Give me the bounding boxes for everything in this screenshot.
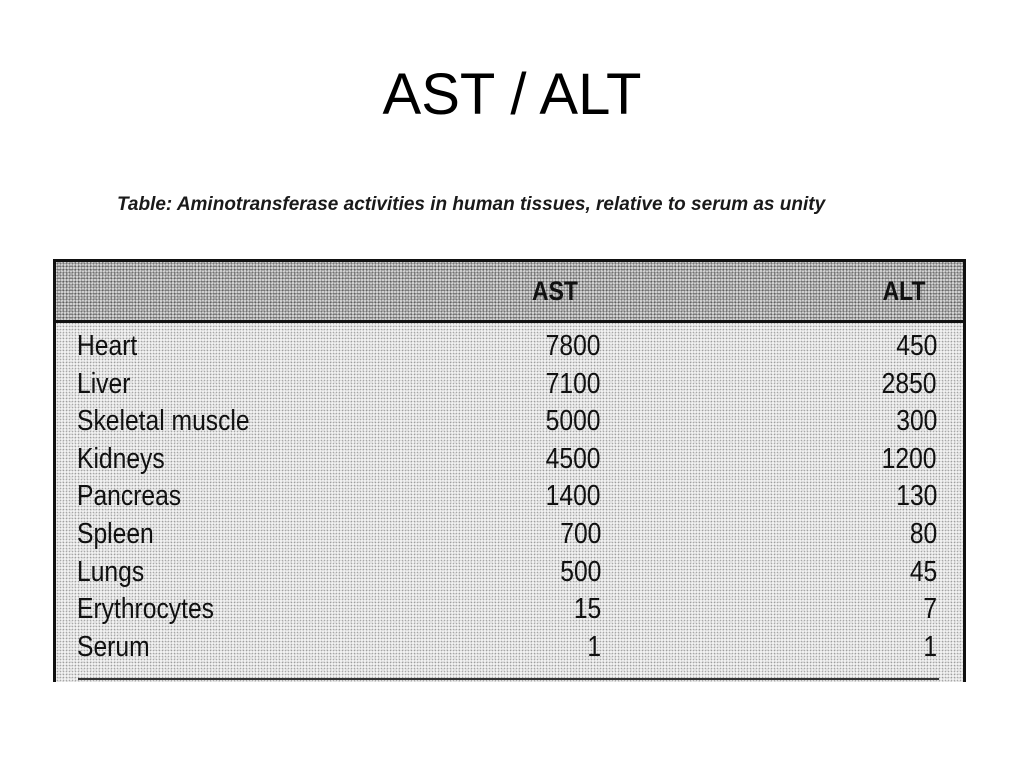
- alt-cell: 2850: [882, 367, 937, 400]
- alt-cell: 1200: [882, 442, 937, 475]
- alt-cell: 1: [923, 630, 937, 663]
- table-bottom-rule: [78, 678, 939, 680]
- table-row: [56, 478, 963, 516]
- ast-cell: 5000: [546, 405, 601, 438]
- tissue-cell: Serum: [77, 630, 150, 663]
- table-row: [56, 516, 963, 554]
- ast-cell: 7800: [546, 330, 601, 362]
- alt-cell: 80: [909, 517, 937, 550]
- column-header-ast: AST: [532, 276, 578, 306]
- tissue-cell: Pancreas: [77, 480, 182, 513]
- alt-cell: 7: [923, 593, 937, 626]
- alt-cell: 450: [895, 330, 937, 362]
- table-header: [56, 262, 963, 323]
- table-caption: Table: Aminotransferase activities in human tissues, relative to serum as unity: [117, 194, 826, 215]
- table-row: [56, 441, 963, 479]
- ast-cell: 7100: [546, 367, 601, 400]
- alt-cell: 45: [909, 555, 937, 588]
- tissue-cell: Skeletal muscle: [77, 405, 250, 438]
- table-body: [56, 328, 963, 666]
- alt-cell: 300: [895, 405, 937, 438]
- alt-cell: 130: [895, 480, 937, 513]
- data-table: [53, 259, 966, 682]
- ast-cell: 1400: [546, 480, 601, 513]
- ast-cell: 1: [587, 630, 601, 663]
- table-row: [56, 591, 963, 629]
- column-header-alt: ALT: [882, 276, 925, 306]
- table-row: [56, 629, 963, 667]
- ast-cell: 500: [559, 555, 601, 588]
- table-row: [56, 366, 963, 404]
- table-row: [56, 328, 963, 366]
- ast-cell: 15: [573, 593, 601, 626]
- tissue-cell: Heart: [77, 330, 138, 362]
- ast-cell: 700: [559, 517, 601, 550]
- ast-cell: 4500: [546, 442, 601, 475]
- tissue-cell: Liver: [77, 367, 131, 400]
- tissue-cell: Lungs: [77, 555, 145, 588]
- table-row: [56, 403, 963, 441]
- slide-title: AST / ALT: [382, 62, 642, 127]
- tissue-cell: Spleen: [77, 517, 154, 550]
- tissue-cell: Kidneys: [77, 442, 165, 475]
- tissue-cell: Erythrocytes: [77, 593, 214, 626]
- table-row: [56, 554, 963, 592]
